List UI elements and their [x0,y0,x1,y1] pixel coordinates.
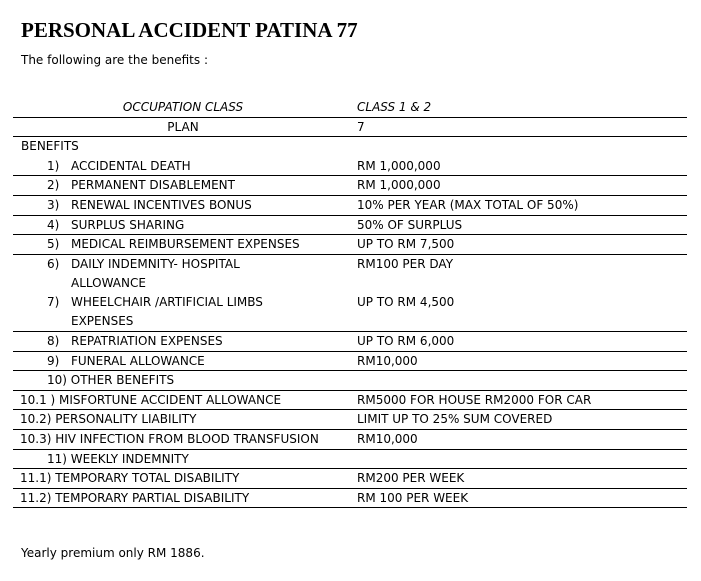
benefit-label: SURPLUS SHARING [71,217,185,232]
benefit-label: MEDICAL REIMBURSEMENT EXPENSES [71,237,300,252]
table-row [13,391,687,411]
table-row [13,332,687,352]
weekly-benefit-label: 11.2) TEMPORARY PARTIAL DISABILITY [20,490,250,505]
other-benefit-label: 10.1 ) MISFORTUNE ACCIDENT ALLOWANCE [20,392,282,407]
benefit-label: DAILY INDEMNITY- HOSPITAL [71,256,240,271]
other-benefit-value: RM10,000 [357,431,418,446]
benefit-value: UP TO RM 7,500 [357,237,455,252]
benefit-number: 8) [47,333,60,348]
benefit-value: UP TO RM 6,000 [357,333,455,348]
table-row [13,196,687,216]
occupation-label: OCCUPATION CLASS [122,100,244,114]
benefit-label: REPATRIATION EXPENSES [71,333,223,348]
benefit-value: 10% PER YEAR (MAX TOTAL OF 50%) [357,197,579,212]
benefit-label: WHEELCHAIR /ARTIFICIAL LIMBS [71,295,263,310]
benefit-number: 2) [47,178,60,193]
table-row [13,293,687,332]
benefit-label-continued: EXPENSES [71,314,134,329]
benefit-number: 3) [47,197,60,212]
benefit-value: RM 1,000,000 [357,158,441,173]
plan-label: PLAN [167,119,199,134]
document-title: PERSONAL ACCIDENT PATINA 77 [21,18,358,42]
weekly-benefit-value: RM200 PER WEEK [357,471,465,486]
premium-note: Yearly premium only RM 1886. [21,546,205,560]
table-row [13,216,687,236]
other-benefit-value: LIMIT UP TO 25% SUM COVERED [357,412,553,427]
plan-row [13,118,687,138]
benefit-label: ACCIDENTAL DEATH [71,158,191,173]
weekly-indemnity-heading-row [13,450,687,470]
table-row [13,430,687,450]
benefit-number: 5) [47,237,60,252]
table-row [13,235,687,255]
weekly-benefit-label: 11.1) TEMPORARY TOTAL DISABILITY [20,471,240,486]
table-row [13,157,687,177]
intro-text: The following are the benefits : [21,53,208,67]
other-benefits-heading-row [13,371,687,391]
benefit-label: RENEWAL INCENTIVES BONUS [71,197,252,212]
other-benefit-label: 10.3) HIV INFECTION FROM BLOOD TRANSFUSION [20,431,319,446]
table-row [13,255,687,294]
benefit-value: RM100 PER DAY [357,256,454,271]
table-row [13,489,687,509]
other-benefits-heading: 10) OTHER BENEFITS [47,373,175,388]
benefit-label: PERMANENT DISABLEMENT [71,178,235,193]
benefit-number: 1) [47,158,60,173]
table-row [13,469,687,489]
table-row [13,410,687,430]
benefit-value: RM 1,000,000 [357,178,441,193]
benefit-value: RM10,000 [357,353,418,368]
benefits-heading: BENEFITS [21,139,79,154]
weekly-benefit-value: RM 100 PER WEEK [357,490,469,505]
table-row [13,352,687,372]
benefit-number: 6) [47,256,60,271]
benefit-number: 7) [47,295,60,310]
other-benefit-label: 10.2) PERSONALITY LIABILITY [20,412,197,427]
benefit-value: UP TO RM 4,500 [357,295,455,310]
table-row [13,176,687,196]
benefits-heading-row [13,137,687,157]
benefit-number: 9) [47,353,60,368]
occupation-row [13,98,687,118]
weekly-indemnity-heading: 11) WEEKLY INDEMNITY [47,451,189,466]
occupation-value: CLASS 1 & 2 [357,100,432,114]
other-benefit-value: RM5000 FOR HOUSE RM2000 FOR CAR [357,392,592,407]
benefits-table [13,98,687,508]
benefit-value: 50% OF SURPLUS [357,217,463,232]
plan-value: 7 [357,119,365,134]
benefit-number: 4) [47,217,60,232]
benefit-label-continued: ALLOWANCE [71,275,146,290]
benefit-label: FUNERAL ALLOWANCE [71,353,205,368]
